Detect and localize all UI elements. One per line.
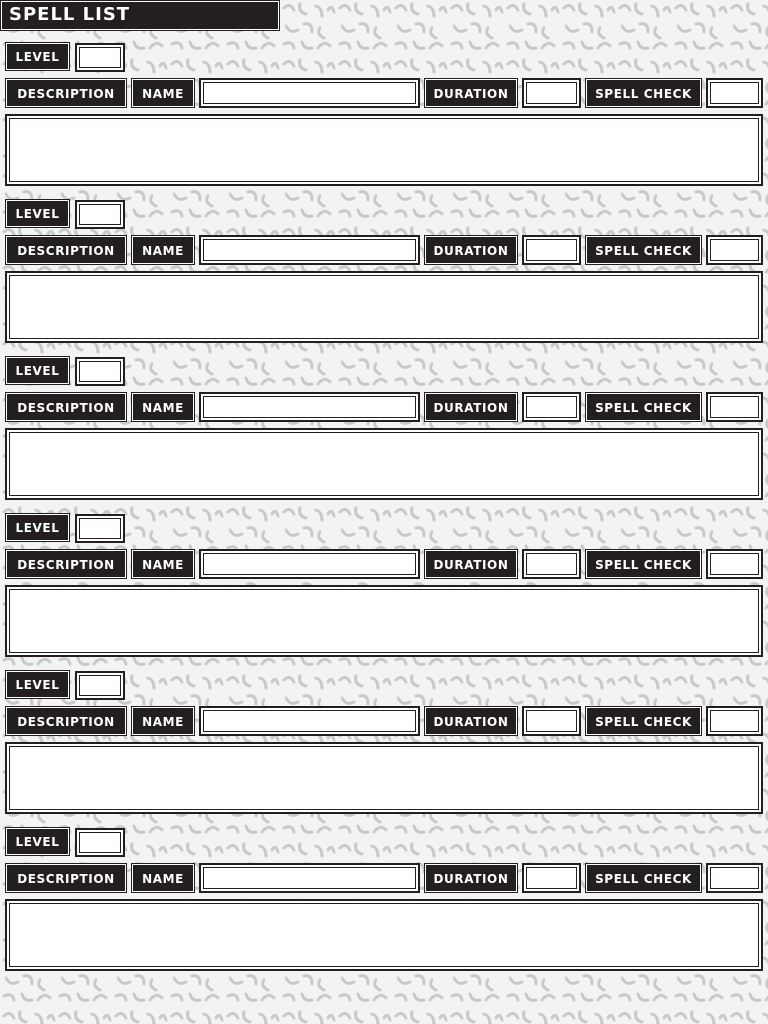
name-label: NAME (131, 392, 195, 422)
duration-field[interactable] (522, 235, 581, 265)
spell-check-field[interactable] (706, 863, 763, 893)
spell-check-field[interactable] (706, 235, 763, 265)
duration-field[interactable] (522, 78, 581, 108)
page-title-bar (0, 0, 280, 31)
description-field[interactable] (5, 271, 763, 343)
spell-check-field[interactable] (706, 549, 763, 579)
level-field[interactable] (75, 828, 125, 857)
spell-check-field[interactable] (706, 392, 763, 422)
description-label: DESCRIPTION (5, 706, 127, 736)
spell-entry (0, 670, 768, 827)
spell-entry (0, 356, 768, 513)
name-field[interactable] (199, 706, 420, 736)
duration-label: DURATION (424, 392, 518, 422)
duration-label: DURATION (424, 78, 518, 108)
description-field[interactable] (5, 742, 763, 814)
spell-entry (0, 42, 768, 199)
description-field[interactable] (5, 585, 763, 657)
level-label: LEVEL (5, 827, 70, 856)
duration-label: DURATION (424, 235, 518, 265)
spell-check-field[interactable] (706, 78, 763, 108)
name-label: NAME (131, 706, 195, 736)
spell-check-label: SPELL CHECK (585, 78, 702, 108)
spell-check-label: SPELL CHECK (585, 392, 702, 422)
spell-check-label: SPELL CHECK (585, 863, 702, 893)
spell-entry (0, 199, 768, 356)
description-label: DESCRIPTION (5, 549, 127, 579)
level-label: LEVEL (5, 42, 70, 71)
page-title: SPELL LIST (9, 4, 131, 25)
description-label: DESCRIPTION (5, 235, 127, 265)
duration-field[interactable] (522, 706, 581, 736)
description-label: DESCRIPTION (5, 392, 127, 422)
level-label: LEVEL (5, 356, 70, 385)
level-field[interactable] (75, 514, 125, 543)
level-label: LEVEL (5, 670, 70, 699)
level-field[interactable] (75, 43, 125, 72)
name-field[interactable] (199, 863, 420, 893)
spell-check-field[interactable] (706, 706, 763, 736)
level-label: LEVEL (5, 199, 70, 228)
name-label: NAME (131, 863, 195, 893)
spell-check-label: SPELL CHECK (585, 235, 702, 265)
spell-check-label: SPELL CHECK (585, 549, 702, 579)
description-label: DESCRIPTION (5, 863, 127, 893)
name-field[interactable] (199, 549, 420, 579)
duration-field[interactable] (522, 863, 581, 893)
description-field[interactable] (5, 114, 763, 186)
name-label: NAME (131, 235, 195, 265)
name-field[interactable] (199, 392, 420, 422)
name-field[interactable] (199, 235, 420, 265)
level-field[interactable] (75, 200, 125, 229)
spell-check-label: SPELL CHECK (585, 706, 702, 736)
duration-field[interactable] (522, 549, 581, 579)
name-field[interactable] (199, 78, 420, 108)
duration-label: DURATION (424, 863, 518, 893)
level-label: LEVEL (5, 513, 70, 542)
spell-entry (0, 827, 768, 984)
description-label: DESCRIPTION (5, 78, 127, 108)
level-field[interactable] (75, 357, 125, 386)
description-field[interactable] (5, 428, 763, 500)
name-label: NAME (131, 78, 195, 108)
duration-label: DURATION (424, 549, 518, 579)
description-field[interactable] (5, 899, 763, 971)
name-label: NAME (131, 549, 195, 579)
duration-field[interactable] (522, 392, 581, 422)
level-field[interactable] (75, 671, 125, 700)
duration-label: DURATION (424, 706, 518, 736)
spell-entry (0, 513, 768, 670)
